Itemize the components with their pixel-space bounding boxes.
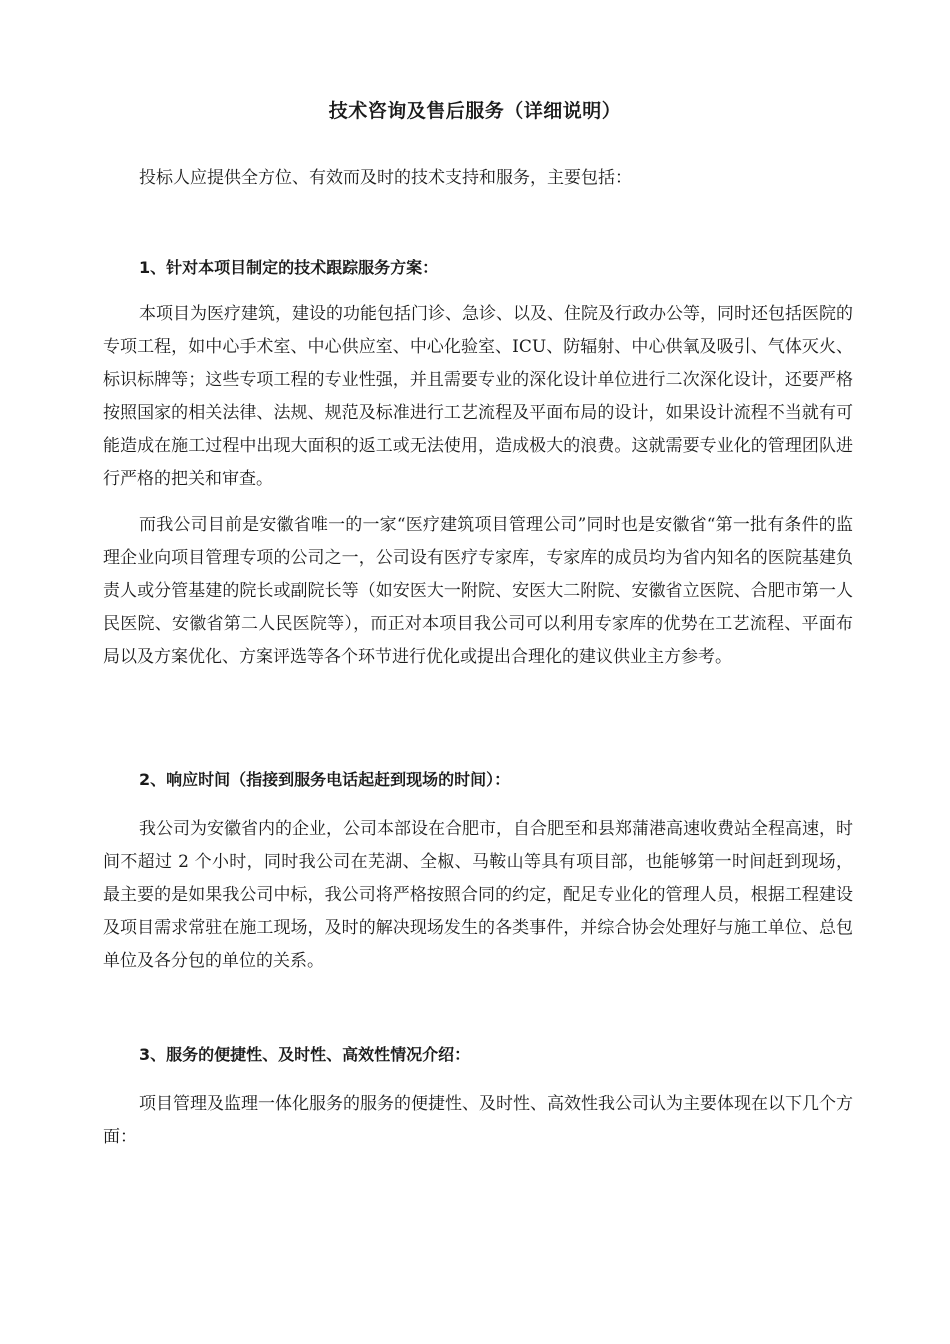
- document-title: 技术咨询及售后服务（详细说明）: [328, 100, 622, 122]
- section-3-heading: 3、服务的便捷性、及时性、高效性情况介绍：: [139, 1045, 471, 1064]
- section-1-heading: 1、针对本项目制定的技术跟踪服务方案：: [139, 258, 439, 277]
- section-3-paragraph-1: 项目管理及监理一体化服务的服务的便捷性、及时性、高效性我公司认为主要体现在以下几个方面：: [103, 1094, 853, 1147]
- section-2-paragraph-1: 我公司为安徽省内的企业，公司本部设在合肥市，自合肥至和县郑蒲港高速收费站全程高速，时间不超过 2 个小时，同时我公司在芜湖、全椒、马鞍山等具有项目部，也能够第一时间赶到现场，最主要的是如果我公司中标，我公司将严格按照合同的约定，配足专业化的管理人员，根据工程建设及项目需求常驻在施工现场，及时的解决现场发生的各类事件，并综合协会处理好与施工单位、总包单位及各分包的单位的关系。: [103, 819, 853, 971]
- section-1-paragraph-1: 本项目为医疗建筑，建设的功能包括门诊、急诊、以及、住院及行政办公等，同时还包括医院的专项工程，如中心手术室、中心供应室、中心化验室、ICU、防辐射、中心供氧及吸引、气体灭火、标识标牌等；这些专项工程的专业性强，并且需要专业的深化设计单位进行二次深化设计，还要严格按照国家的相关法律、法规、规范及标准进行工艺流程及平面布局的设计，如果设计流程不当就有可能造成在施工过程中出现大面积的返工或无法使用，造成极大的浪费。这就需要专业化的管理团队进行严格的把关和审查。: [103, 304, 853, 489]
- section-2-heading: 2、响应时间（指接到服务电话起赶到现场的时间）：: [139, 770, 511, 789]
- section-1-paragraph-2: 而我公司目前是安徽省唯一的一家“医疗建筑项目管理公司”同时也是安徽省“第一批有条件的监理企业向项目管理专项的公司之一，公司设有医疗专家库，专家库的成员均为省内知名的医院基建负责人或分管基建的院长或副院长等（如安医大一附院、安医大二附院、安徽省立医院、合肥市第一人民医院、安徽省第二人民医院等），而正对本项目我公司可以利用专家库的优势在工艺流程、平面布局以及方案优化、方案评选等各个环节进行优化或提出合理化的建议供业主方参考。: [103, 515, 853, 667]
- intro-paragraph: 投标人应提供全方位、有效而及时的技术支持和服务，主要包括：: [139, 168, 632, 188]
